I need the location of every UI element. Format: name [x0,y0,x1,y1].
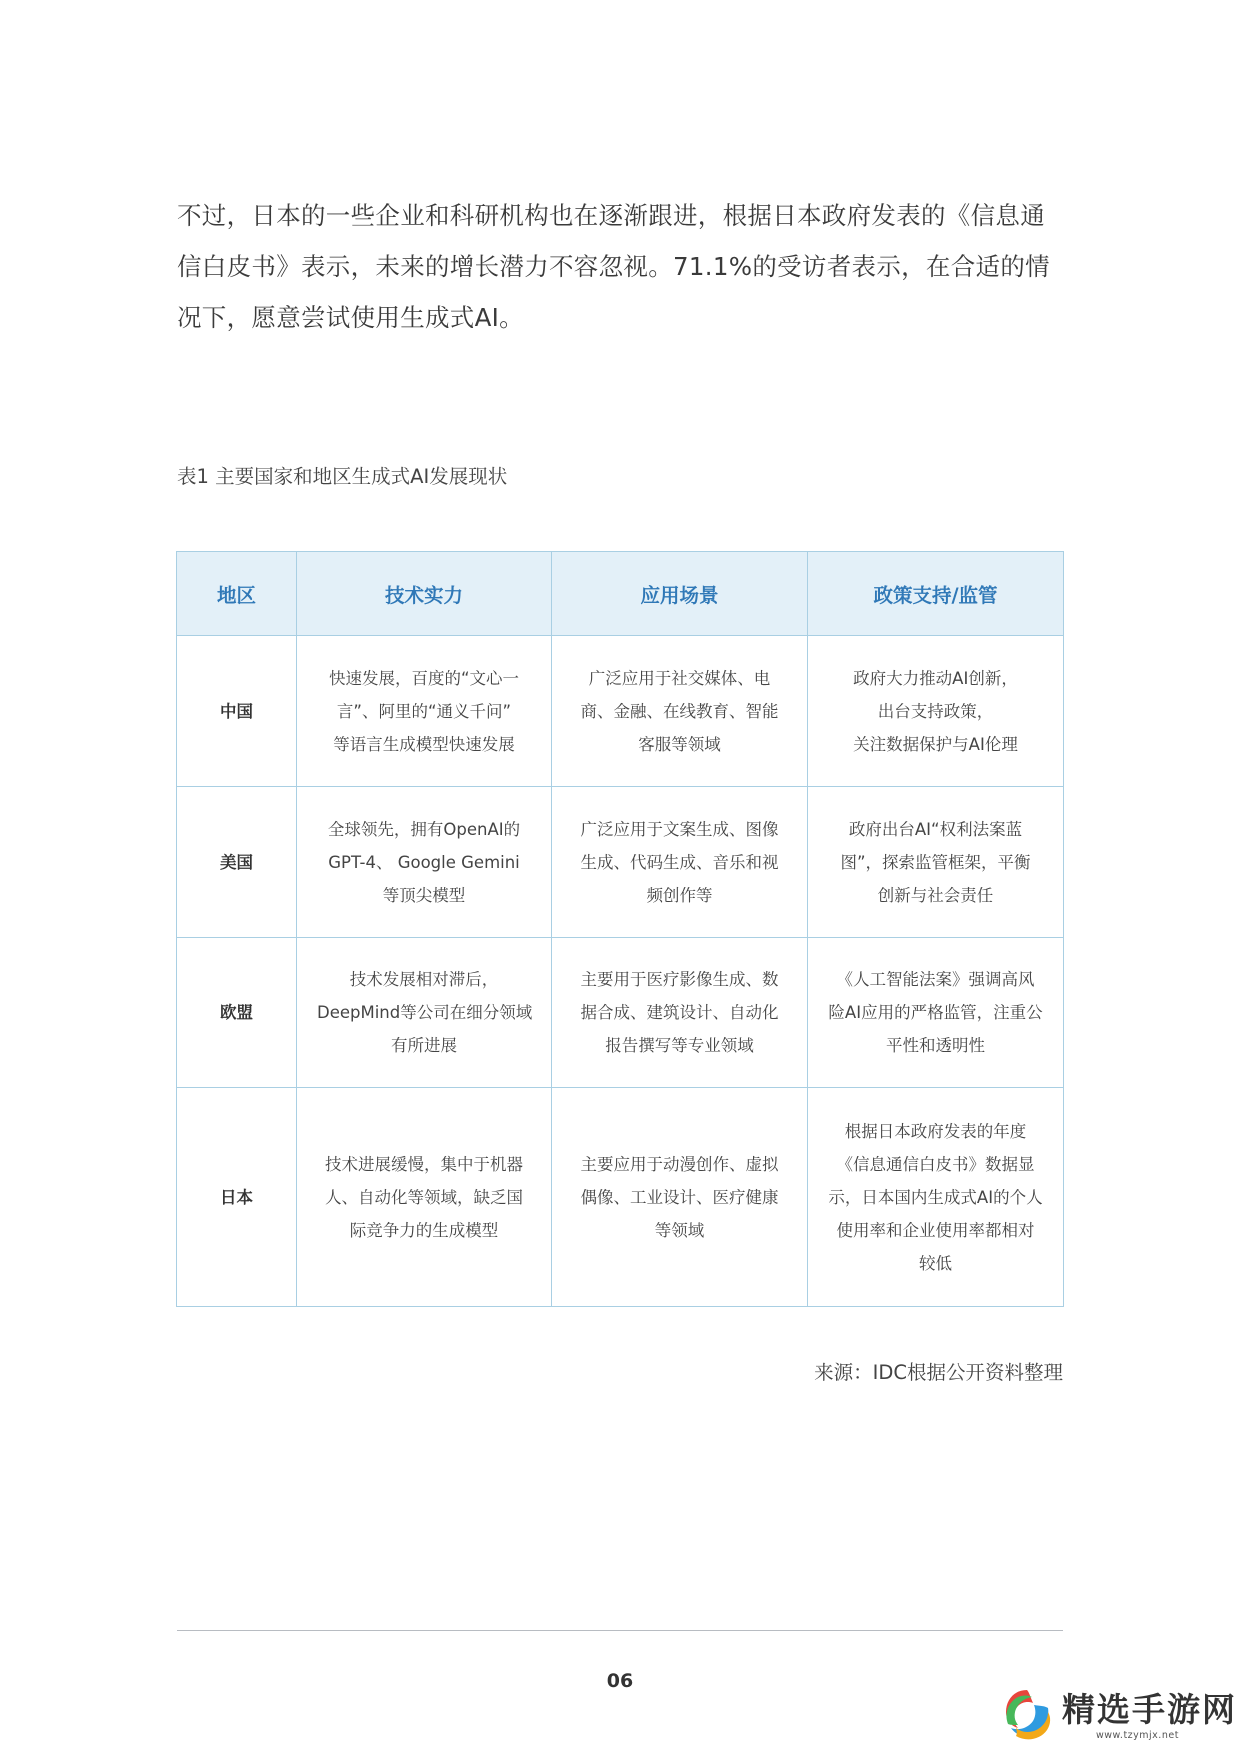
intro-line: 不过，日本的一些企业和科研机构也在逐渐跟进，根据日本政府发表的《信息通 [177,201,1045,230]
cell-line: 言”、阿里的“通义千问” [336,701,512,721]
policy-cell [808,787,1064,938]
cell-line: 示，日本国内生成式AI的个人 [828,1187,1043,1207]
cell-line: 使用率和企业使用率都相对 [836,1220,1035,1240]
region-comparison-table [176,551,1064,1307]
cell-line: 较低 [919,1253,952,1273]
swirl-logo-icon [996,1684,1058,1746]
watermark-text: 精选手游网 [1062,1690,1237,1729]
watermark-url: www.tzymjx.net [1096,1730,1179,1741]
cell-line: 险AI应用的严格监管，注重公 [828,1003,1043,1022]
cell-line: 全球领先，拥有OpenAI的 [327,819,521,839]
cell-line: 等领域 [654,1220,705,1240]
cell-line: 据合成、建筑设计、自动化 [580,1003,779,1022]
cell-line: 有所进展 [391,1036,457,1055]
cell-line: 政府大力推动AI创新， [853,668,1018,688]
cell-line: 商、金融、在线教育、智能 [580,701,779,721]
region-cell: 美国 [177,787,297,938]
intro-paragraph [177,190,1063,343]
cell-line: 人、自动化等领域，缺乏国 [325,1187,523,1207]
cell-line: 图”，探索监管框架，平衡 [840,852,1031,872]
cell-line: 广泛应用于社交媒体、电 [588,668,771,688]
tech-cell [297,636,552,787]
application-cell [552,938,808,1088]
cell-line: 技术进展缓慢，集中于机器 [325,1154,523,1174]
region-cell: 中国 [177,636,297,787]
cell-line: 报告撰写等专业领域 [605,1036,754,1055]
table-caption: 表1 主要国家和地区生成式AI发展现状 [177,465,508,488]
cell-line: 主要用于医疗影像生成、数 [580,970,779,989]
cell-line: 等语言生成模型快速发展 [333,734,515,754]
intro-line: 况下，愿意尝试使用生成式AI。 [177,303,524,332]
cell-line: 客服等领域 [638,734,721,754]
cell-line: 频创作等 [646,885,713,905]
tech-cell [297,1088,552,1307]
footer-divider [177,1630,1063,1631]
table-row [177,938,1064,1088]
cell-line: 际竞争力的生成模型 [349,1220,499,1240]
site-watermark [990,1680,1240,1754]
header-tech: 技术实力 [297,552,552,636]
page-number: 06 [606,1670,634,1692]
cell-line: 关注数据保护与AI伦理 [853,734,1018,754]
cell-line: 主要应用于动漫创作、虚拟 [580,1154,779,1174]
policy-cell [808,1088,1064,1307]
cell-line: GPT-4、 Google Gemini [328,852,520,872]
source-note: 来源：IDC根据公开资料整理 [814,1361,1063,1384]
application-cell [552,1088,808,1307]
tech-cell [297,938,552,1088]
header-region: 地区 [177,552,297,636]
cell-line: 《人工智能法案》强调高风 [836,970,1035,989]
cell-line: 政府出台AI“权利法案蓝 [848,819,1023,839]
cell-line: 技术发展相对滞后， [349,970,499,989]
application-cell [552,636,808,787]
cell-line: 出台支持政策， [877,701,994,721]
cell-line: 快速发展，百度的“文心一 [328,668,520,688]
cell-line: DeepMind等公司在细分领域 [317,1003,533,1022]
region-cell: 欧盟 [177,938,297,1088]
cell-line: 等顶尖模型 [382,885,466,905]
table-row [177,1088,1064,1307]
cell-line: 平性和透明性 [886,1036,985,1055]
application-cell [552,787,808,938]
header-application: 应用场景 [552,552,808,636]
cell-line: 偶像、工业设计、医疗健康 [580,1187,779,1207]
table-row [177,787,1064,938]
cell-line: 创新与社会责任 [877,885,994,905]
table-header-row [177,552,1064,636]
cell-line: 根据日本政府发表的年度 [844,1121,1027,1141]
header-policy: 政策支持/监管 [808,552,1064,636]
intro-line: 信白皮书》表示，未来的增长潜力不容忽视。71.1%的受访者表示，在合适的情 [177,252,1050,281]
policy-cell [808,938,1064,1088]
cell-line: 生成、代码生成、音乐和视 [580,852,779,872]
cell-line: 广泛应用于文案生成、图像 [580,819,779,839]
region-cell: 日本 [177,1088,297,1307]
cell-line: 《信息通信白皮书》数据显 [836,1154,1035,1174]
tech-cell [297,787,552,938]
table-row [177,636,1064,787]
policy-cell [808,636,1064,787]
